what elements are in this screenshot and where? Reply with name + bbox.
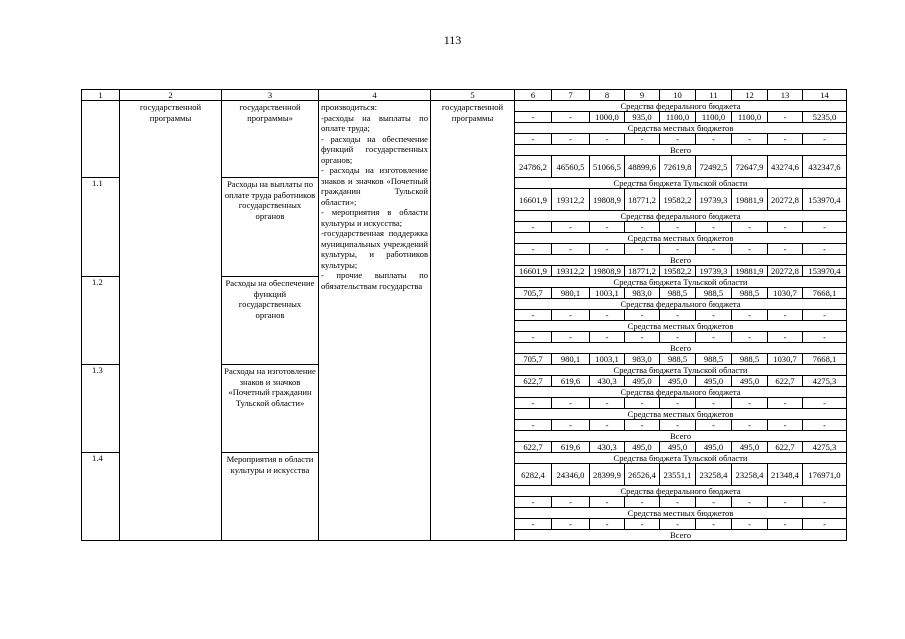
- value-cell: -: [803, 222, 847, 233]
- description-line: - расходы на изготовление знаков и значков «Почетный гражданин Тульской области»;: [321, 165, 428, 207]
- value-cell: -: [696, 332, 732, 343]
- value-cell: 980,1: [552, 354, 590, 365]
- table-row: [82, 101, 847, 112]
- value-cell: 432347,6: [803, 156, 847, 178]
- value-cell: 19808,9: [590, 266, 625, 277]
- value-cell: -: [590, 420, 625, 431]
- value-cell: 619,6: [552, 376, 590, 387]
- value-cell: 19312,2: [552, 189, 590, 211]
- value-cell: 988,5: [732, 288, 768, 299]
- value-cell: 988,5: [660, 288, 696, 299]
- value-cell: -: [625, 244, 660, 255]
- value-cell: -: [696, 244, 732, 255]
- value-cell: 19808,9: [590, 189, 625, 211]
- value-cell: -: [515, 497, 552, 508]
- section-number: 1.1: [82, 178, 120, 277]
- section-name: государственной программы»: [222, 101, 319, 178]
- value-cell: -: [515, 244, 552, 255]
- value-cell: -: [732, 134, 768, 145]
- value-cell: 18771,2: [625, 189, 660, 211]
- value-cell: -: [696, 497, 732, 508]
- value-cell: -: [552, 398, 590, 409]
- value-cell: 21348,4: [768, 464, 803, 486]
- section-number: 1.3: [82, 365, 120, 453]
- value-cell: -: [803, 398, 847, 409]
- value-cell: 153970,4: [803, 189, 847, 211]
- value-cell: -: [515, 310, 552, 321]
- value-cell: -: [768, 134, 803, 145]
- value-cell: -: [660, 244, 696, 255]
- value-cell: 4275,3: [803, 442, 847, 453]
- value-cell: -: [552, 332, 590, 343]
- value-cell: 19739,3: [696, 189, 732, 211]
- value-cell: -: [625, 134, 660, 145]
- value-cell: 622,7: [768, 376, 803, 387]
- value-cell: 19582,2: [660, 266, 696, 277]
- value-cell: 988,5: [660, 354, 696, 365]
- value-cell: -: [732, 332, 768, 343]
- column-header: 13: [768, 90, 803, 101]
- value-cell: 23258,4: [696, 464, 732, 486]
- value-cell: 988,5: [696, 354, 732, 365]
- value-cell: -: [803, 244, 847, 255]
- value-cell: -: [768, 497, 803, 508]
- description-line: производиться:: [321, 102, 378, 112]
- value-cell: 1000,0: [590, 112, 625, 123]
- value-cell: 153970,4: [803, 266, 847, 277]
- funding-source-label: Всего: [515, 431, 847, 442]
- funding-source-label: Средства бюджета Тульской области: [515, 453, 847, 464]
- funding-source-label: Средства федерального бюджета: [515, 486, 847, 497]
- value-cell: 622,7: [515, 442, 552, 453]
- value-cell: 23258,4: [732, 464, 768, 486]
- value-cell: -: [552, 222, 590, 233]
- value-cell: -: [660, 332, 696, 343]
- value-cell: -: [590, 134, 625, 145]
- funding-source-label: Средства местных бюджетов: [515, 409, 847, 420]
- funding-source-label: Средства федерального бюджета: [515, 211, 847, 222]
- value-cell: 4275,3: [803, 376, 847, 387]
- section-number: 1.2: [82, 277, 120, 365]
- value-cell: -: [515, 420, 552, 431]
- column-header: 7: [552, 90, 590, 101]
- value-cell: -: [768, 332, 803, 343]
- page-number: 113: [443, 33, 462, 47]
- value-cell: -: [768, 222, 803, 233]
- value-cell: 619,6: [552, 442, 590, 453]
- value-cell: -: [732, 420, 768, 431]
- value-cell: 495,0: [660, 442, 696, 453]
- value-cell: 24786,2: [515, 156, 552, 178]
- value-cell: 20272,8: [768, 266, 803, 277]
- value-cell: -: [768, 310, 803, 321]
- value-cell: -: [768, 398, 803, 409]
- value-cell: 495,0: [696, 442, 732, 453]
- value-cell: 26526,4: [625, 464, 660, 486]
- value-cell: -: [552, 134, 590, 145]
- funding-source-label: Средства федерального бюджета: [515, 101, 847, 112]
- column-header: 9: [625, 90, 660, 101]
- value-cell: 24346,0: [552, 464, 590, 486]
- value-cell: -: [552, 244, 590, 255]
- value-cell: -: [696, 134, 732, 145]
- value-cell: 19582,2: [660, 189, 696, 211]
- value-cell: -: [515, 332, 552, 343]
- value-cell: -: [732, 398, 768, 409]
- column-header: 11: [696, 90, 732, 101]
- value-cell: 705,7: [515, 288, 552, 299]
- value-cell: -: [732, 222, 768, 233]
- value-cell: 983,0: [625, 354, 660, 365]
- description-line: - расходы на обеспечение функций государственных органов;: [321, 133, 428, 165]
- description-line: -государственная поддержка муниципальных учреждений культуры, и работников культуры;: [321, 228, 428, 270]
- value-cell: -: [696, 420, 732, 431]
- value-cell: 7668,1: [803, 288, 847, 299]
- value-cell: -: [768, 244, 803, 255]
- value-cell: -: [696, 222, 732, 233]
- column-header: 2: [120, 90, 222, 101]
- value-cell: 1100,0: [660, 112, 696, 123]
- value-cell: 1100,0: [732, 112, 768, 123]
- funding-source-label: Средства местных бюджетов: [515, 321, 847, 332]
- value-cell: -: [515, 519, 552, 530]
- column-header: 3: [222, 90, 319, 101]
- value-cell: -: [768, 112, 803, 123]
- value-cell: 72492,5: [696, 156, 732, 178]
- funding-source-label: Всего: [515, 343, 847, 354]
- value-cell: -: [660, 420, 696, 431]
- value-cell: -: [660, 497, 696, 508]
- value-cell: 495,0: [696, 376, 732, 387]
- column-header: 6: [515, 90, 552, 101]
- budget-table: [81, 89, 847, 541]
- value-cell: 988,5: [696, 288, 732, 299]
- value-cell: 705,7: [515, 354, 552, 365]
- funding-source-label: Средства бюджета Тульской области: [515, 277, 847, 288]
- value-cell: -: [803, 310, 847, 321]
- value-cell: 7668,1: [803, 354, 847, 365]
- section-name: Расходы на выплаты по оплате труда работников государственных органов: [222, 178, 319, 277]
- column-header: 12: [732, 90, 768, 101]
- funding-source-label: Всего: [515, 145, 847, 156]
- value-cell: 28399,9: [590, 464, 625, 486]
- column-header: 1: [82, 90, 120, 101]
- value-cell: 1100,0: [696, 112, 732, 123]
- value-cell: -: [803, 420, 847, 431]
- value-cell: -: [803, 332, 847, 343]
- column-header: 5: [431, 90, 515, 101]
- value-cell: 48899,6: [625, 156, 660, 178]
- description-line: - мероприятия в области культуры и искусства;: [321, 207, 428, 228]
- value-cell: -: [803, 519, 847, 530]
- value-cell: 46560,5: [552, 156, 590, 178]
- funding-source-label: Средства местных бюджетов: [515, 508, 847, 519]
- value-cell: -: [732, 497, 768, 508]
- value-cell: -: [660, 310, 696, 321]
- value-cell: -: [552, 112, 590, 123]
- column-header: 4: [319, 90, 431, 101]
- value-cell: 495,0: [732, 376, 768, 387]
- value-cell: -: [768, 420, 803, 431]
- value-cell: 983,0: [625, 288, 660, 299]
- funding-source-label: Средства бюджета Тульской области: [515, 178, 847, 189]
- funding-source-label: Средства федерального бюджета: [515, 299, 847, 310]
- column-header: 8: [590, 90, 625, 101]
- value-cell: -: [732, 519, 768, 530]
- value-cell: 988,5: [732, 354, 768, 365]
- value-cell: -: [590, 310, 625, 321]
- funding-source-label: Средства местных бюджетов: [515, 233, 847, 244]
- value-cell: 19739,3: [696, 266, 732, 277]
- value-cell: 1030,7: [768, 288, 803, 299]
- value-cell: -: [590, 244, 625, 255]
- value-cell: 1030,7: [768, 354, 803, 365]
- value-cell: 622,7: [515, 376, 552, 387]
- value-cell: 20272,8: [768, 189, 803, 211]
- funding-source-label: Всего: [515, 530, 847, 541]
- value-cell: 495,0: [625, 442, 660, 453]
- value-cell: 19881,9: [732, 266, 768, 277]
- value-cell: 19312,2: [552, 266, 590, 277]
- value-cell: -: [625, 420, 660, 431]
- value-cell: 495,0: [625, 376, 660, 387]
- table-body: [82, 90, 847, 541]
- value-cell: -: [660, 398, 696, 409]
- value-cell: 23551,1: [660, 464, 696, 486]
- value-cell: 51066,5: [590, 156, 625, 178]
- section-number: 1.4: [82, 453, 120, 541]
- value-cell: -: [625, 332, 660, 343]
- value-cell: -: [552, 420, 590, 431]
- value-cell: 622,7: [768, 442, 803, 453]
- value-cell: -: [515, 222, 552, 233]
- program-executor: государственной программы: [431, 101, 515, 541]
- value-cell: -: [803, 497, 847, 508]
- section-name: Расходы на обеспечение функций государственных органов: [222, 277, 319, 365]
- value-cell: 72619,8: [660, 156, 696, 178]
- funding-source-label: Средства бюджета Тульской области: [515, 365, 847, 376]
- value-cell: -: [590, 332, 625, 343]
- value-cell: -: [515, 398, 552, 409]
- value-cell: -: [625, 310, 660, 321]
- value-cell: -: [515, 134, 552, 145]
- funding-source-label: Средства федерального бюджета: [515, 387, 847, 398]
- value-cell: -: [803, 134, 847, 145]
- column-header: 10: [660, 90, 696, 101]
- value-cell: -: [660, 519, 696, 530]
- funding-source-label: Всего: [515, 255, 847, 266]
- value-cell: 5235,0: [803, 112, 847, 123]
- value-cell: 19881,9: [732, 189, 768, 211]
- value-cell: -: [625, 398, 660, 409]
- value-cell: -: [625, 497, 660, 508]
- value-cell: -: [590, 519, 625, 530]
- value-cell: -: [552, 310, 590, 321]
- value-cell: 16601,9: [515, 189, 552, 211]
- value-cell: -: [696, 398, 732, 409]
- value-cell: 430,3: [590, 376, 625, 387]
- value-cell: -: [660, 222, 696, 233]
- value-cell: -: [625, 222, 660, 233]
- value-cell: -: [732, 310, 768, 321]
- value-cell: -: [768, 519, 803, 530]
- value-cell: -: [696, 310, 732, 321]
- header-row: [82, 90, 847, 101]
- value-cell: -: [515, 112, 552, 123]
- value-cell: -: [732, 244, 768, 255]
- column-header: 14: [803, 90, 847, 101]
- value-cell: 495,0: [732, 442, 768, 453]
- description-line: -расходы на выплаты по оплате труда;: [321, 112, 428, 133]
- value-cell: 935,0: [625, 112, 660, 123]
- value-cell: 495,0: [660, 376, 696, 387]
- value-cell: -: [590, 222, 625, 233]
- program-description: [319, 101, 431, 541]
- description-line: - прочие выплаты по обязательствам государства: [321, 270, 428, 291]
- value-cell: 16601,9: [515, 266, 552, 277]
- value-cell: -: [552, 519, 590, 530]
- value-cell: 43274,6: [768, 156, 803, 178]
- program-label: государственной программы: [120, 101, 222, 541]
- value-cell: -: [696, 519, 732, 530]
- value-cell: -: [552, 497, 590, 508]
- value-cell: -: [590, 398, 625, 409]
- funding-source-label: Средства местных бюджетов: [515, 123, 847, 134]
- value-cell: 176971,0: [803, 464, 847, 486]
- value-cell: 980,1: [552, 288, 590, 299]
- value-cell: 1003,1: [590, 354, 625, 365]
- value-cell: 18771,2: [625, 266, 660, 277]
- value-cell: 72647,9: [732, 156, 768, 178]
- value-cell: -: [660, 134, 696, 145]
- value-cell: 1003,1: [590, 288, 625, 299]
- section-number: [82, 101, 120, 178]
- value-cell: -: [625, 519, 660, 530]
- value-cell: 430,3: [590, 442, 625, 453]
- section-name: Мероприятия в области культуры и искусства: [222, 453, 319, 541]
- section-name: Расходы на изготовление знаков и значков «Почетный гражданин Тульской области»: [222, 365, 319, 453]
- value-cell: -: [590, 497, 625, 508]
- value-cell: 6282,4: [515, 464, 552, 486]
